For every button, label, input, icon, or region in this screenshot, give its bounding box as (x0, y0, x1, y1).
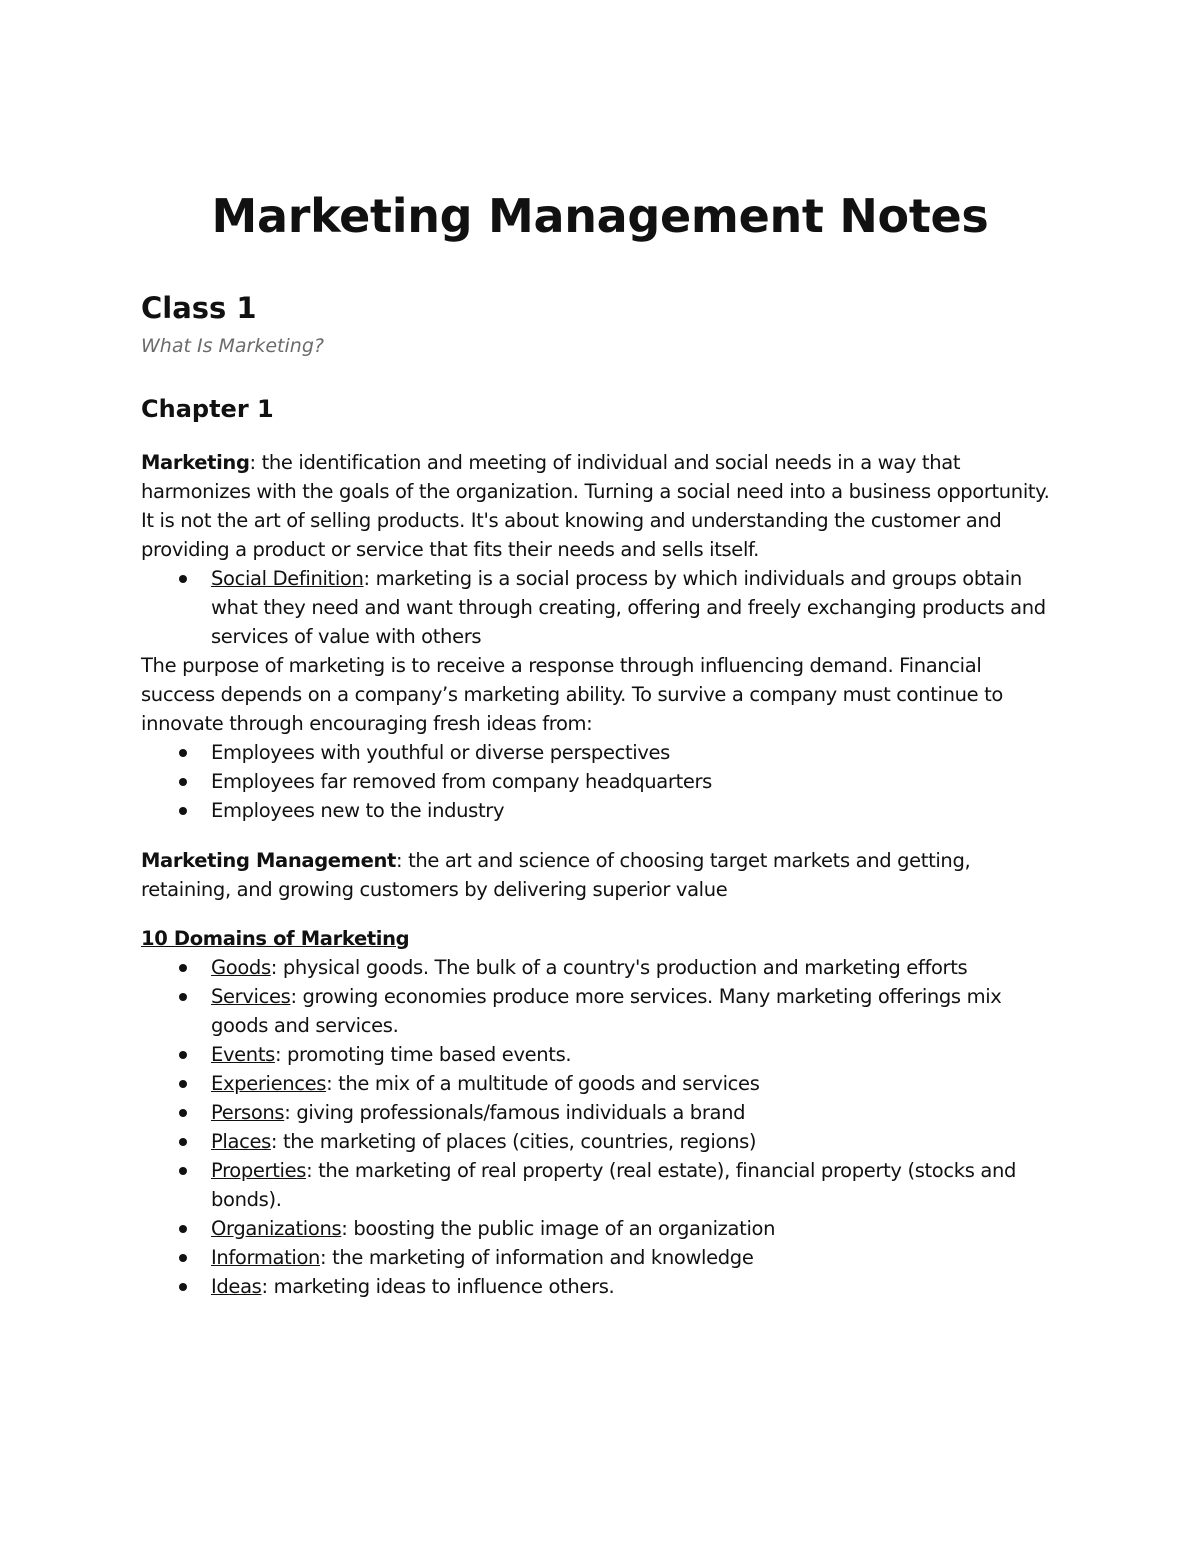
list-item-text: Employees new to the industry (211, 799, 505, 822)
domains-heading: 10 Domains of Marketing (141, 927, 410, 950)
bullet-icon (179, 575, 187, 583)
marketing-management-term: Marketing Management (141, 849, 397, 872)
class-heading: Class 1 (141, 291, 257, 325)
bullet-icon (179, 1225, 187, 1233)
list-item (141, 1098, 1061, 1127)
list-item (141, 982, 1061, 1040)
list-item (141, 1214, 1061, 1243)
class-subtitle: What Is Marketing? (141, 335, 324, 357)
domain-text: : the marketing of information and knowledge (320, 1246, 754, 1269)
social-definition-text: : marketing is a social process by which individuals and groups obtain what they need and want through creating, offering and freely exchanging products and services of value with others (211, 567, 1046, 648)
domain-term: Goods (211, 956, 271, 979)
list-item (141, 1272, 1061, 1301)
chapter-heading: Chapter 1 (141, 395, 274, 423)
list-item (141, 767, 1061, 796)
list-item-text: Employees with youthful or diverse perspectives (211, 741, 670, 764)
bullet-icon (179, 807, 187, 815)
domain-term: Events (211, 1043, 275, 1066)
fresh-ideas-list (141, 738, 1061, 825)
bullet-icon (179, 1080, 187, 1088)
domain-text: : boosting the public image of an organization (341, 1217, 776, 1240)
list-item (141, 1040, 1061, 1069)
marketing-management-definition (141, 846, 1061, 904)
bullet-icon (179, 778, 187, 786)
marketing-management-text: : the art and science of choosing target markets and getting, retaining, and growing customers by delivering superior value (141, 849, 971, 901)
list-item (141, 738, 1061, 767)
bullet-icon (179, 1138, 187, 1146)
domain-term: Ideas (211, 1275, 262, 1298)
bullet-icon (179, 1109, 187, 1117)
bullet-icon (179, 1283, 187, 1291)
domain-text: : growing economies produce more services. Many marketing offerings mix goods and services. (211, 985, 1002, 1037)
marketing-definition (141, 448, 1061, 564)
domain-text: : giving professionals/famous individuals a brand (284, 1101, 746, 1124)
marketing-definition-text: : the identification and meeting of individual and social needs in a way that harmonizes with the goals of the organization. Turning a social need into a business opportunity. It is not the art of selling products. It's about knowing and understanding the customer and providing a product or service that fits their needs and sells itself. (141, 451, 1050, 561)
domain-term: Places (211, 1130, 271, 1153)
bullet-icon (179, 993, 187, 1001)
marketing-term: Marketing (141, 451, 250, 474)
domain-term: Experiences (211, 1072, 327, 1095)
domain-term: Services (211, 985, 291, 1008)
social-definition-list (141, 564, 1061, 651)
list-item-text: Employees far removed from company headquarters (211, 770, 712, 793)
list-item (141, 953, 1061, 982)
list-item (141, 1127, 1061, 1156)
bullet-icon (179, 964, 187, 972)
bullet-icon (179, 749, 187, 757)
domain-term: Properties (211, 1159, 307, 1182)
domain-text: : the marketing of places (cities, countries, regions) (270, 1130, 757, 1153)
domain-text: : physical goods. The bulk of a country's production and marketing efforts (270, 956, 968, 979)
list-item (141, 564, 1061, 651)
list-item (141, 1243, 1061, 1272)
bullet-icon (179, 1167, 187, 1175)
bullet-icon (179, 1254, 187, 1262)
document-title: Marketing Management Notes (211, 189, 989, 243)
bullet-icon (179, 1051, 187, 1059)
domain-text: : the marketing of real property (real estate), financial property (stocks and bonds). (211, 1159, 1016, 1211)
domain-text: : the mix of a multitude of goods and services (326, 1072, 760, 1095)
domain-text: : promoting time based events. (274, 1043, 572, 1066)
list-item (141, 1156, 1061, 1214)
domain-text: : marketing ideas to influence others. (261, 1275, 615, 1298)
purpose-paragraph: The purpose of marketing is to receive a response through influencing demand. Financial success depends on a company’s marketing ability. To survive a company must continue to innovate through encouraging fresh ideas from: (141, 654, 1003, 735)
domain-term: Information (211, 1246, 321, 1269)
domains-list (141, 953, 1061, 1301)
domain-term: Persons (211, 1101, 285, 1124)
social-definition-term: Social Definition (211, 567, 364, 590)
list-item (141, 796, 1061, 825)
domain-term: Organizations (211, 1217, 342, 1240)
list-item (141, 1069, 1061, 1098)
